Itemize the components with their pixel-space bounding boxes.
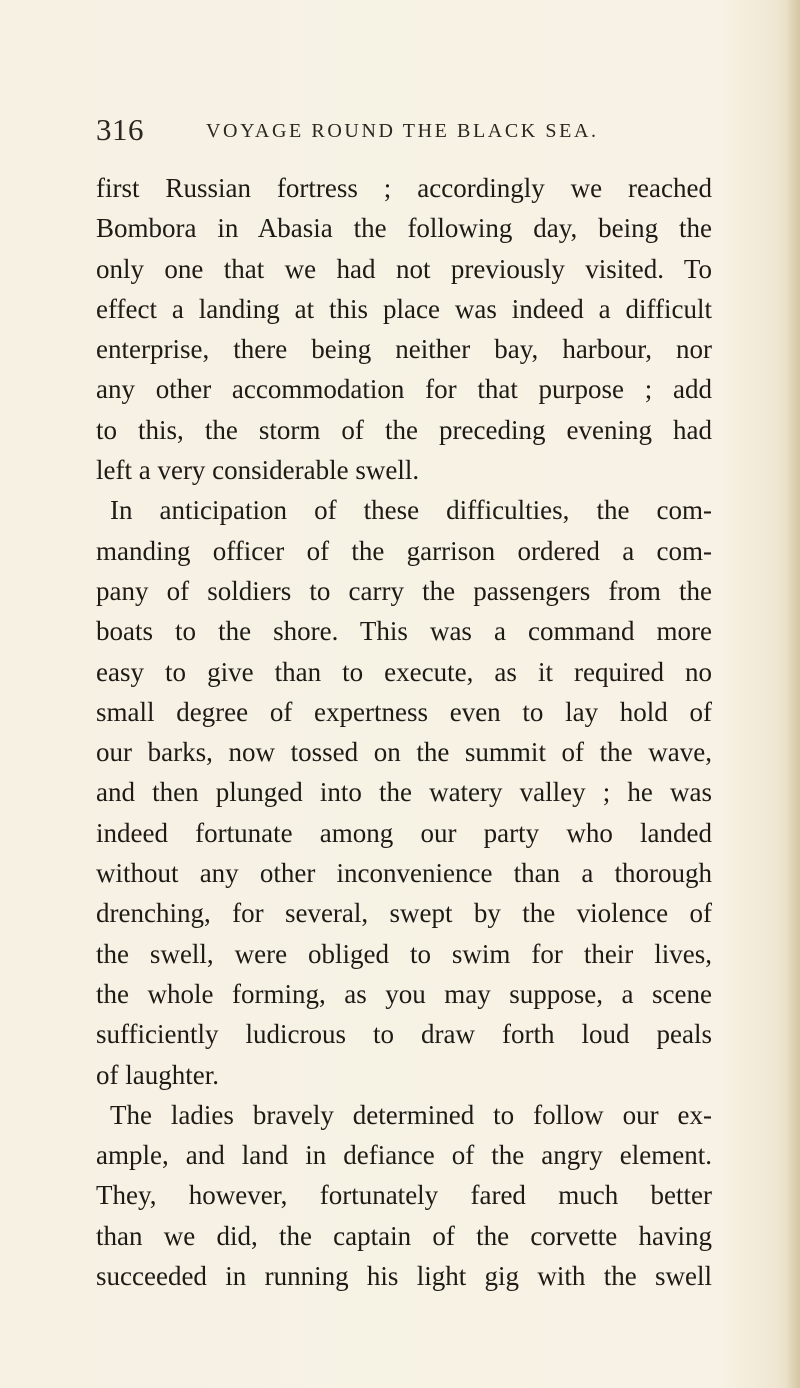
text-line: than we did, the captain of the corvette having xyxy=(96,1220,712,1251)
text-line: and then plunged into the watery valley ; he was xyxy=(96,777,712,808)
text-line: our barks, now tossed on the summit of the wave, xyxy=(96,737,712,768)
text-line: first Russian fortress ; accordingly we reached xyxy=(96,173,712,203)
text-line: pany of soldiers to carry the passengers from the xyxy=(96,575,712,606)
text-line: without any other inconvenience than a thorough xyxy=(96,858,712,889)
text-line: left a very considerable swell. xyxy=(96,455,420,486)
text-line: ample, and land in defiance of the angry element. xyxy=(96,1140,712,1171)
text-line: indeed fortunate among our party who landed xyxy=(96,817,712,848)
text-line: to this, the storm of the preceding evening had xyxy=(96,414,712,445)
page-number: 316 xyxy=(96,112,144,147)
text-line: They, however, fortunately fared much better xyxy=(96,1180,712,1211)
text-line: Bombora in Abasia the following day, being the xyxy=(96,213,712,244)
text-line: boats to the shore. This was a command more xyxy=(96,616,712,647)
text-line: small degree of expertness even to lay hold of xyxy=(96,696,712,727)
text-line: sufficiently ludicrous to draw forth loud peals xyxy=(96,1019,712,1050)
text-line: manding officer of the garrison ordered a com- xyxy=(96,535,712,566)
text-line: The ladies bravely determined to follow our ex- xyxy=(110,1099,712,1130)
text-line: easy to give than to execute, as it required no xyxy=(96,656,712,687)
running-head-title: VOYAGE ROUND THE BLACK SEA. xyxy=(206,120,599,142)
text-line: only one that we had not previously visited. To xyxy=(96,253,712,284)
text-line: of laughter. xyxy=(96,1059,219,1090)
body-text xyxy=(96,168,712,1296)
text-line: drenching, for several, swept by the violence of xyxy=(96,898,712,929)
page-edge-shadow xyxy=(786,0,800,1388)
text-line: any other accommodation for that purpose ; add xyxy=(96,374,712,405)
text-line: succeeded in running his light gig with the swell xyxy=(96,1261,712,1292)
text-line: In anticipation of these difficulties, the com- xyxy=(110,495,712,526)
text-line: the whole forming, as you may suppose, a scene xyxy=(96,978,712,1009)
text-line: effect a landing at this place was indeed a difficult xyxy=(96,293,712,324)
text-line: enterprise, there being neither bay, harbour, nor xyxy=(96,334,712,365)
text-line: the swell, were obliged to swim for their lives, xyxy=(96,938,712,969)
running-head xyxy=(96,112,736,152)
